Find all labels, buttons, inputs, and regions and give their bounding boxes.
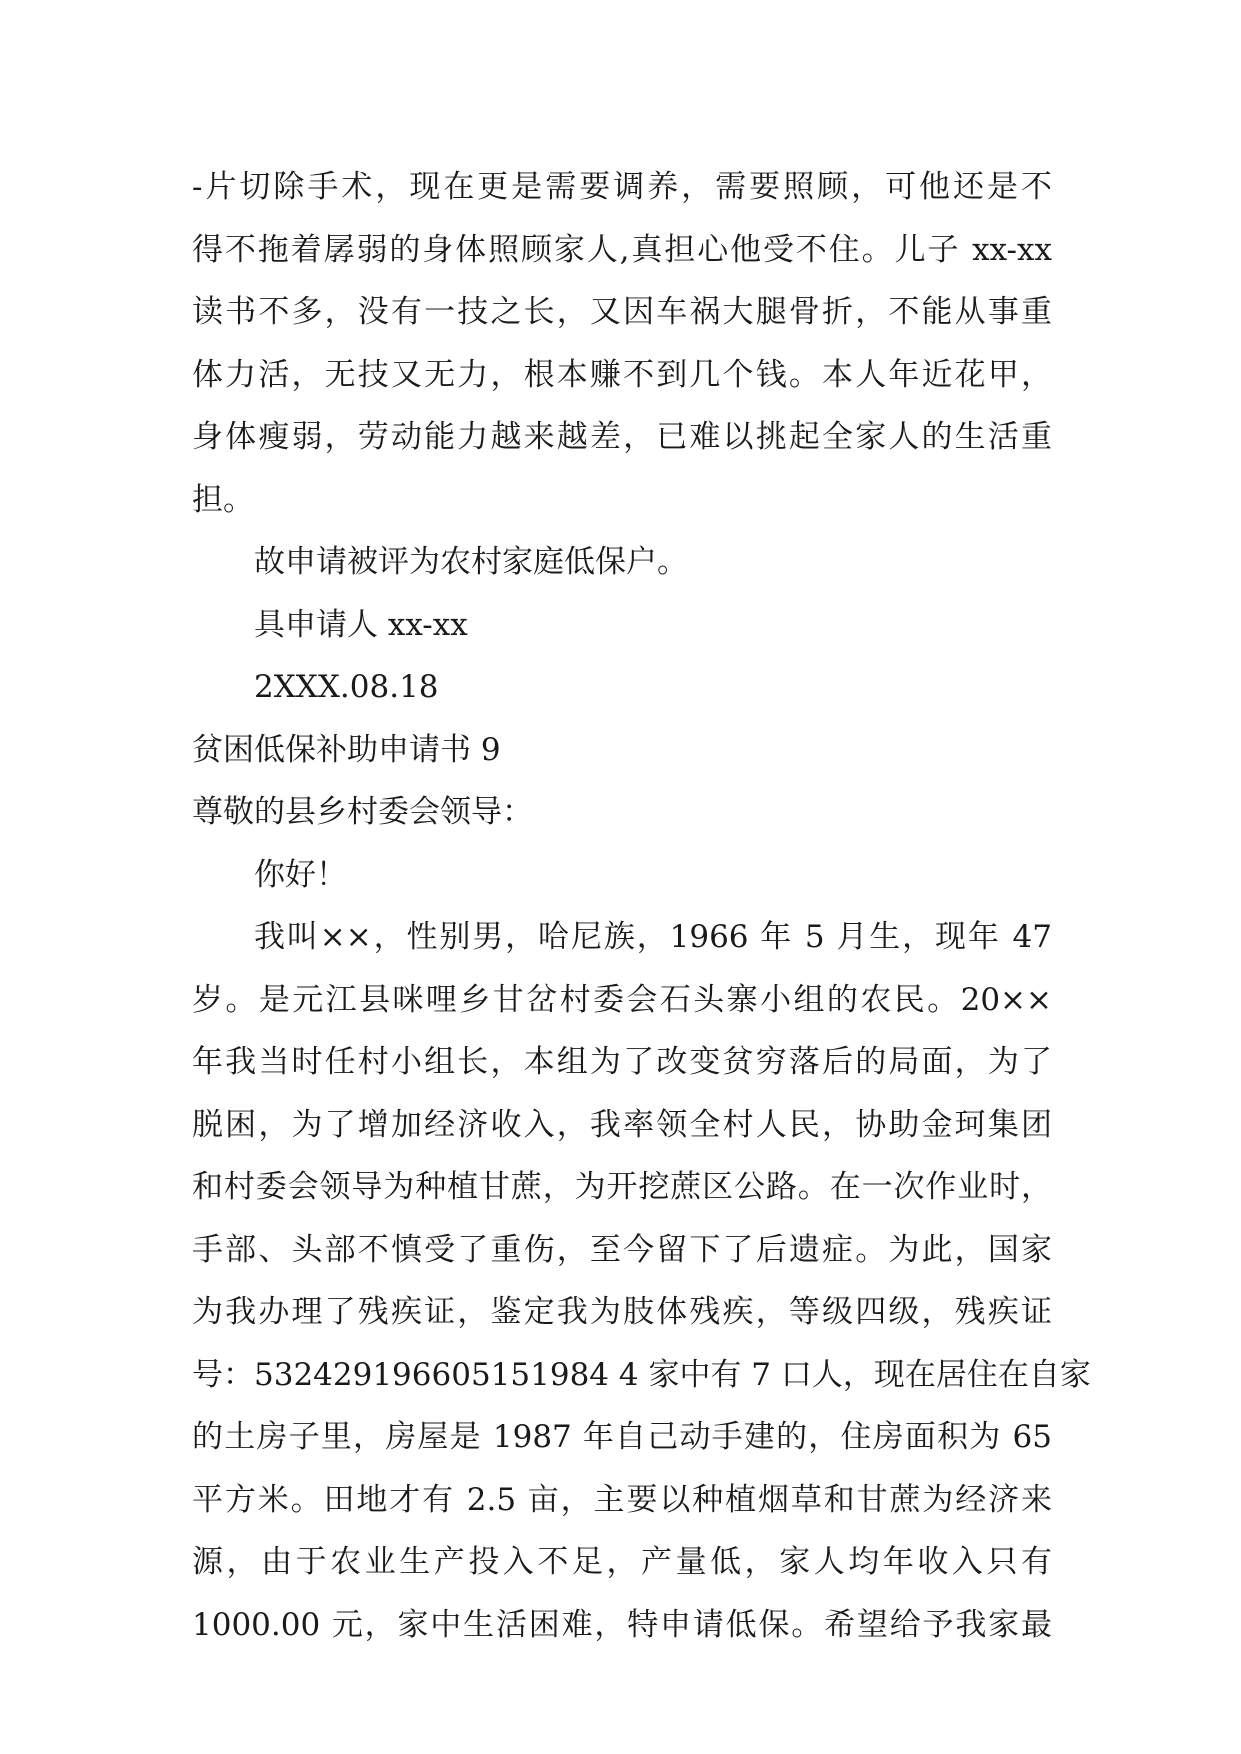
paragraph-2 bbox=[192, 906, 1091, 1656]
salutation: 尊敬的县乡村委会领导： bbox=[192, 794, 533, 830]
text-line: 岁。是元江县咪哩乡甘岔村委会石头寨小组的农民。20×× bbox=[192, 981, 1052, 1018]
text-line: 为我办理了残疾证，鉴定我为肢体残疾，等级四级，残疾证 bbox=[192, 1294, 1052, 1330]
text-line: 年我当时任村小组长，本组为了改变贫穷落后的局面，为了 bbox=[192, 1044, 1052, 1080]
text-line: 的土房子里，房屋是 1987 年自己动手建的，住房面积为 65 bbox=[192, 1419, 1052, 1455]
text-line: 读书不多，没有一技之长，又因车祸大腿骨折，不能从事重 bbox=[192, 294, 1052, 330]
text-line: 得不拖着孱弱的身体照顾家人,真担心他受不住。儿子 xx-xx bbox=[192, 231, 1052, 268]
date-line: 2XXX.08.18 bbox=[254, 669, 439, 705]
text-line: 和村委会领导为种植甘蔗，为开挖蔗区公路。在一次作业时， bbox=[192, 1169, 1052, 1205]
text-line: 体力活，无技又无力，根本赚不到几个钱。本人年近花甲， bbox=[192, 356, 1052, 393]
text-line: 1000.00 元，家中生活困难，特申请低保。希望给予我家最 bbox=[192, 1606, 1052, 1643]
text-line: 平方米。田地才有 2.5 亩，主要以种植烟草和甘蔗为经济来 bbox=[192, 1481, 1052, 1518]
signature-line: 具申请人 xx-xx bbox=[254, 606, 468, 643]
text-line: 源，由于农业生产投入不足，产量低，家人均年收入只有 bbox=[192, 1544, 1052, 1580]
text-line: 号：532429196605151984 4 家中有 7 口人，现在居住在自家 bbox=[192, 1356, 1091, 1393]
text-line: -片切除手术，现在更是需要调养，需要照顾，可他还是不 bbox=[192, 169, 1052, 205]
greeting: 你好！ bbox=[254, 856, 347, 893]
section-title: 贫困低保补助申请书 9 bbox=[192, 731, 501, 768]
text-line: 身体瘦弱，劳动能力越来越差，已难以挑起全家人的生活重 bbox=[192, 419, 1052, 455]
text-line: 担。 bbox=[192, 481, 254, 518]
text-line: 脱困，为了增加经济收入，我率领全村人民，协助金珂集团 bbox=[192, 1106, 1052, 1143]
text-line: 我叫××，性别男，哈尼族，1966 年 5 月生，现年 47 bbox=[254, 919, 1052, 955]
text-line: 手部、头部不慎受了重伤，至今留下了后遗症。为此，国家 bbox=[192, 1231, 1052, 1268]
request-line: 故申请被评为农村家庭低保户。 bbox=[254, 544, 688, 580]
paragraph-1 bbox=[192, 156, 1052, 531]
document-page bbox=[192, 156, 1091, 1656]
